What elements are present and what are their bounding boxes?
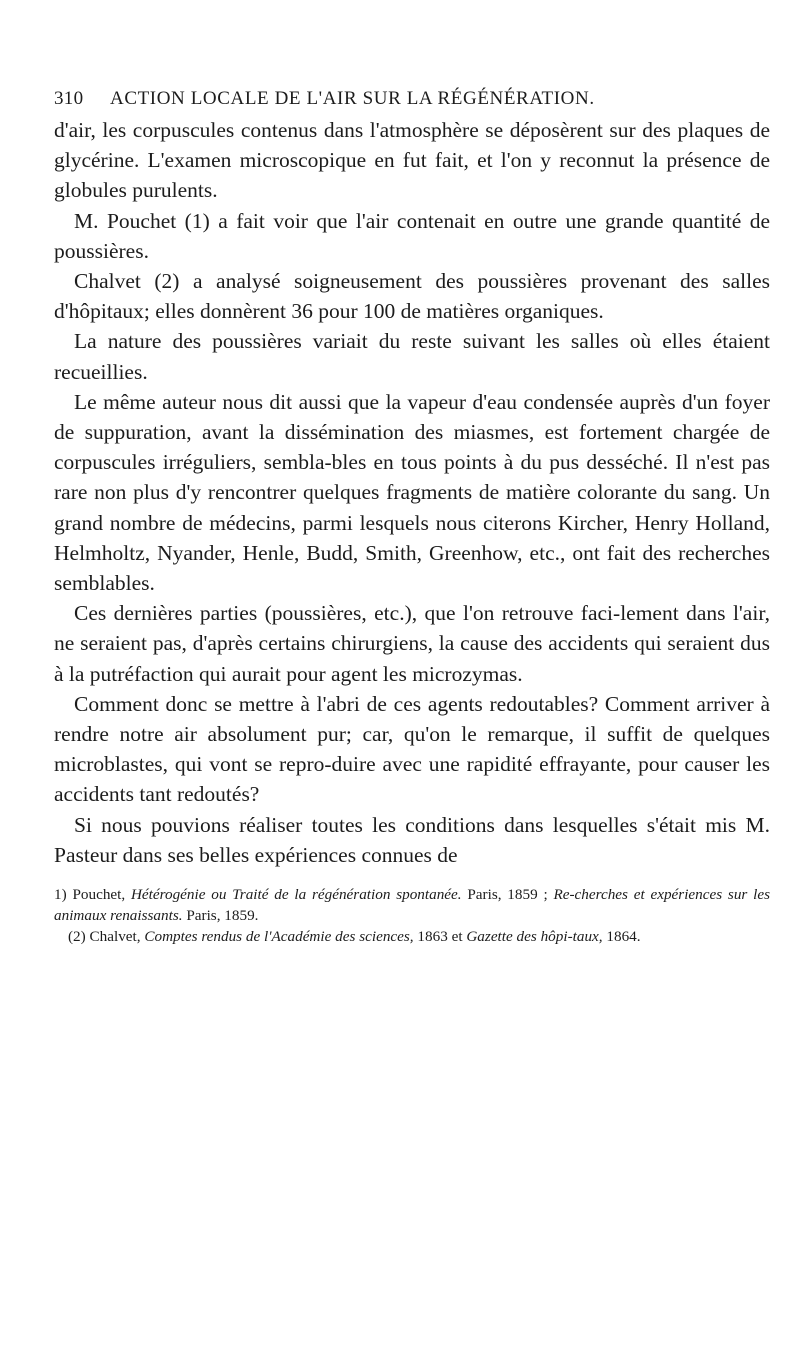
footnote — [54, 884, 770, 926]
footnote-title: Comptes rendus de l'Académie des sciences, — [144, 928, 414, 946]
paragraph: Chalvet (2) a analysé soigneusement des poussières provenant des salles d'hôpitaux; elles donnèrent 36 pour 100 de matières organiques. — [54, 269, 770, 324]
running-header — [54, 86, 770, 112]
paragraph: La nature des poussières variait du reste suivant les salles où elles étaient recueillies. — [54, 329, 770, 384]
footnote-text: 1864. — [602, 928, 641, 946]
footnotes — [54, 884, 770, 947]
footnote-text: Paris, 1859 ; — [461, 886, 554, 904]
page-number: 310 — [54, 88, 84, 109]
paragraph: d'air, les corpuscules contenus dans l'atmosphère se déposèrent sur des plaques de glycérine. L'examen microscopique en fut fait, et l'on y reconnut la présence de globules purulents. — [54, 118, 770, 203]
paragraph: M. Pouchet (1) a fait voir que l'air contenait en outre une grande quantité de poussières. — [54, 208, 770, 263]
footnote-text: Paris, 1859. — [182, 907, 259, 925]
footnote-title: Gazette des hôpi-taux, — [466, 928, 603, 946]
main-text — [54, 115, 770, 870]
footnote-text: 1863 et — [413, 928, 467, 946]
paragraph: Ces dernières parties (poussières, etc.), que l'on retrouve faci-lement dans l'air, ne seraient pas, d'après certains chirurgiens, la cause des accidents qui seraient dus à la putréfaction qui aurait pour agent les microzymas. — [54, 601, 770, 686]
paragraph: Si nous pouvions réaliser toutes les conditions dans lesquelles s'était mis M. Pasteur dans ses belles expériences connues de — [54, 812, 770, 867]
footnote-author: Pouchet, — [72, 886, 131, 904]
paragraph: Comment donc se mettre à l'abri de ces agents redoutables? Comment arriver à rendre notre air absolument pur; car, qu'on le remarque, il suffit de quelques microblastes, qui vont se repro-duire avec une rapidité effrayante, pour causer les accidents tant redoutés? — [54, 691, 770, 807]
footnote-marker: 1) — [54, 886, 73, 904]
book-page — [54, 86, 770, 1316]
footnote-author: Chalvet, — [89, 928, 145, 946]
footnote-title: Re-cherches et expériences sur les animaux renaissants. — [54, 886, 770, 925]
paragraph: Le même auteur nous dit aussi que la vapeur d'eau condensée auprès d'un foyer de suppuration, avant la dissémination des miasmes, est fortement chargée de corpuscules irréguliers, sembla-bles en tous points à du pus desséché. Il n'est pas rare non plus d'y rencontrer quelques fragments de matière colorante du sang. Un grand nombre de médecins, parmi lesquels nous citerons Kircher, Henry Holland, Helmholtz, Nyander, Henle, Budd, Smith, Greenhow, etc., ont fait des recherches semblables. — [54, 389, 770, 596]
footnote — [54, 926, 770, 947]
footnote-title: Hétérogénie ou Traité de la régénération spontanée. — [130, 886, 462, 904]
footnote-marker: (2) — [68, 928, 90, 946]
running-title: ACTION LOCALE DE L'AIR SUR LA RÉGÉNÉRATION. — [110, 88, 595, 109]
